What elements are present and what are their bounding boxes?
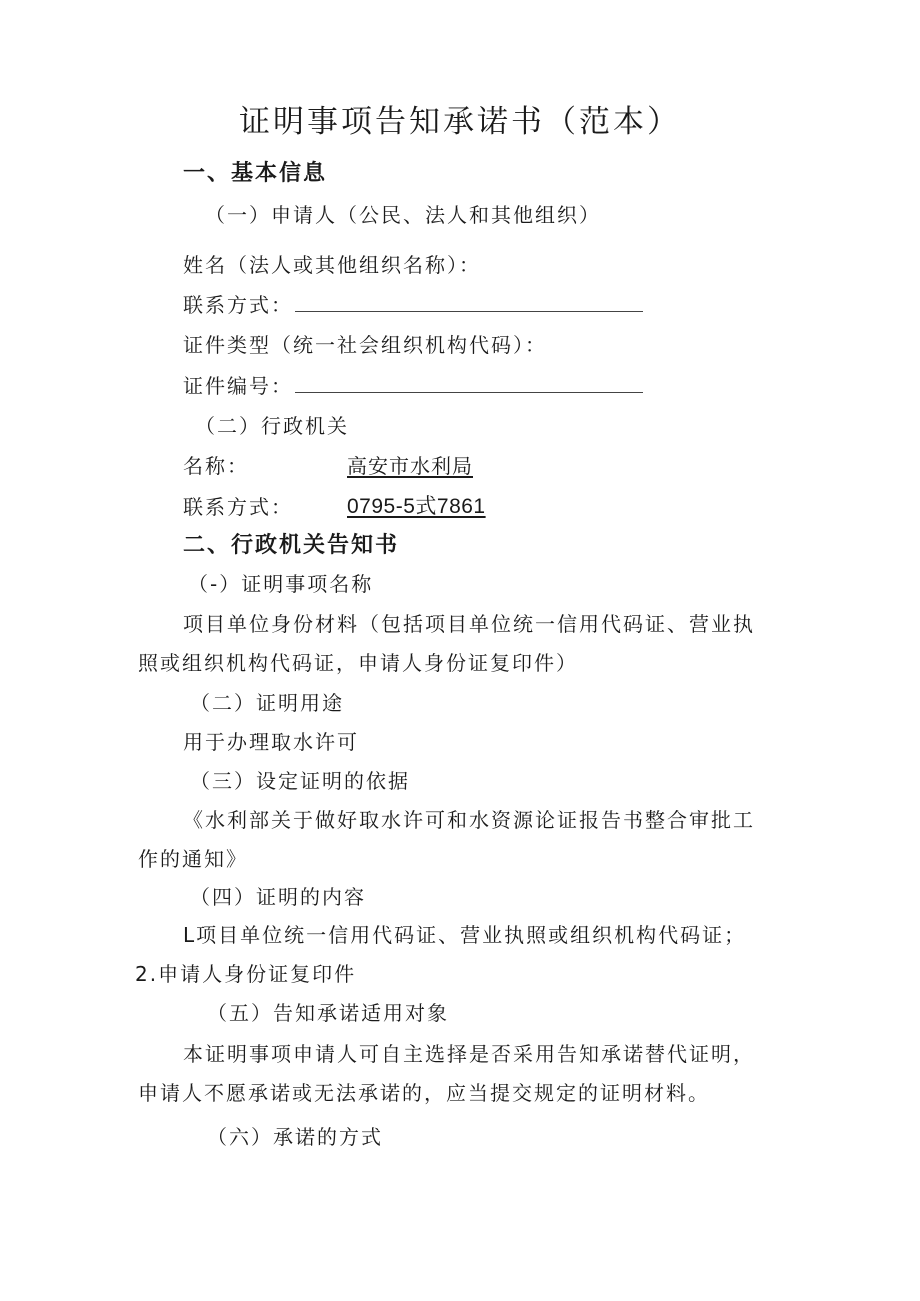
id-type-label: 证件类型（统一社会组织机构代码）： bbox=[183, 333, 547, 357]
subsection-proof-content: （四）证明的内容 bbox=[190, 885, 366, 909]
applicant-contact-row bbox=[183, 292, 643, 318]
proof-name-text-line1: 项目单位身份材料（包括项目单位统一信用代码证、营业执 bbox=[183, 612, 755, 636]
section-heading-notice: 二、行政机关告知书 bbox=[183, 533, 400, 558]
proof-purpose-text: 用于办理取水许可 bbox=[183, 730, 359, 754]
proof-basis-text-line2: 作的通知》 bbox=[138, 847, 248, 871]
organ-contact-value: 0795-5式7861 bbox=[347, 495, 486, 518]
document-title: 证明事项告知承诺书（范本） bbox=[239, 104, 681, 140]
proof-content-item1: L项目单位统一信用代码证、营业执照或组织机构代码证； bbox=[183, 923, 747, 947]
proof-basis-text-line1: 《水利部关于做好取水许可和水资源论证报告书整合审批工 bbox=[183, 808, 755, 832]
id-number-row bbox=[183, 373, 643, 399]
applicable-target-text-line1: 本证明事项申请人可自主选择是否采用告知承诺替代证明， bbox=[183, 1042, 755, 1066]
subsection-proof-purpose: （二）证明用途 bbox=[190, 691, 344, 715]
proof-name-text-line2: 照或组织机构代码证，申请人身份证复印件） bbox=[138, 651, 578, 675]
subsection-applicable-target: （五）告知承诺适用对象 bbox=[207, 1001, 449, 1025]
id-number-label: 证件编号： bbox=[183, 374, 293, 398]
organ-name-value: 高安市水利局 bbox=[347, 454, 473, 478]
subsection-proof-basis: （三）设定证明的依据 bbox=[190, 769, 410, 793]
subsection-proof-name: （-）证明事项名称 bbox=[188, 572, 374, 596]
organ-name-label: 名称： bbox=[183, 454, 249, 478]
applicable-target-text-line2: 申请人不愿承诺或无法承诺的，应当提交规定的证明材料。 bbox=[138, 1081, 710, 1105]
section-heading-basic-info: 一、基本信息 bbox=[183, 161, 328, 186]
applicant-contact-blank bbox=[295, 293, 643, 312]
id-number-blank bbox=[295, 374, 643, 393]
subsection-applicant: （一）申请人（公民、法人和其他组织） bbox=[205, 203, 601, 227]
subsection-commitment-method: （六）承诺的方式 bbox=[207, 1125, 383, 1149]
proof-content-item2: 2.申请人身份证复印件 bbox=[135, 962, 357, 986]
subsection-admin-organ: （二）行政机关 bbox=[195, 414, 349, 438]
organ-contact-label: 联系方式： bbox=[183, 495, 293, 519]
applicant-name-label: 姓名（法人或其他组织名称）： bbox=[183, 253, 481, 277]
applicant-contact-label: 联系方式： bbox=[183, 293, 293, 317]
